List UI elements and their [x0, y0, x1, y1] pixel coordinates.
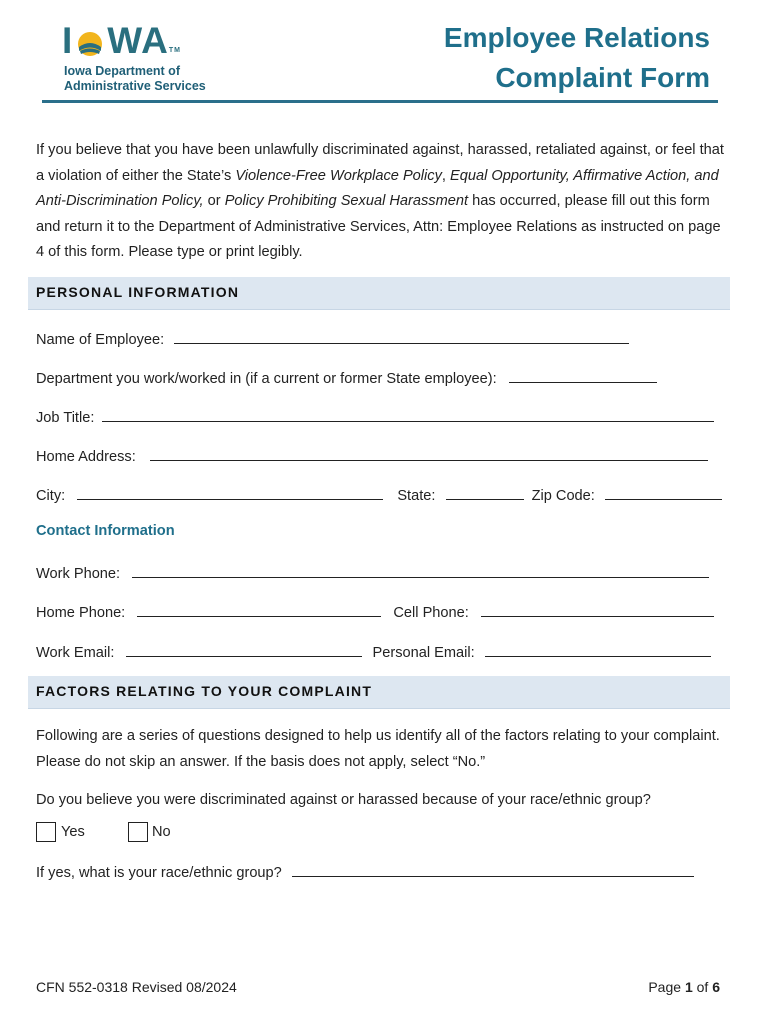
logo-subtitle — [64, 64, 206, 94]
job-title-field[interactable] — [102, 406, 714, 422]
personal-email-label: Personal Email: — [372, 645, 475, 661]
intro-text-2: has occurred, please fill out this form and return it to the Department of Administrative Services, Attn: Employee Relations as instructed on page 4 of this form. Please type or print legibly. — [36, 193, 721, 260]
work-email-field[interactable] — [126, 641, 362, 657]
home-phone-label: Home Phone: — [36, 605, 126, 621]
section-personal-information — [28, 277, 730, 310]
factors-instructions: Following are a series of questions designed to help us identify all of the factors relating to your complaint. Please do not skip an answer. If the basis does not apply, select “No.” — [36, 728, 720, 770]
department-label: Department you work/worked in (if a current or former State employee): — [36, 371, 497, 387]
policy-violence-free: Violence-Free Workplace Policy — [235, 167, 442, 184]
section-factors — [28, 676, 730, 709]
logo-wordmark — [62, 20, 181, 62]
header-divider — [42, 100, 718, 103]
zip-label: Zip Code: — [531, 488, 595, 504]
job-title-label: Job Title: — [36, 410, 95, 426]
cell-phone-label: Cell Phone: — [393, 605, 469, 621]
personal-email-field[interactable] — [485, 641, 711, 657]
logo-letters-wa: WA — [107, 20, 169, 61]
title-line-1: Employee Relations — [443, 22, 710, 53]
race-followup-label: If yes, what is your race/ethnic group? — [36, 865, 282, 881]
work-email-label: Work Email: — [36, 645, 115, 661]
state-field[interactable] — [446, 484, 524, 500]
policy-sexual-harassment: Policy Prohibiting Sexual Harassment — [224, 193, 469, 209]
home-cell-phone-row — [36, 601, 714, 621]
form-title — [444, 18, 710, 98]
name-of-employee-row — [36, 328, 629, 348]
form-number: CFN 552-0318 Revised 08/2024 — [36, 979, 237, 995]
contact-information-heading: Contact Information — [36, 523, 175, 539]
page-prefix: Page — [648, 979, 685, 995]
state-label: State: — [397, 488, 436, 504]
home-address-field[interactable] — [150, 445, 708, 461]
logo-line-1: Iowa Department of — [64, 64, 180, 78]
work-phone-label: Work Phone: — [36, 566, 121, 582]
intro-sep-2: or — [203, 193, 225, 209]
job-title-row — [36, 406, 714, 426]
iowa-das-logo — [62, 20, 262, 100]
no-checkbox[interactable] — [128, 822, 148, 842]
work-phone-row — [36, 562, 709, 582]
name-label: Name of Employee: — [36, 332, 165, 348]
home-address-row — [36, 445, 708, 465]
home-address-label: Home Address: — [36, 449, 136, 465]
page-indicator — [648, 979, 720, 995]
race-followup-row — [36, 861, 694, 881]
page-total: 6 — [712, 979, 720, 995]
city-field[interactable] — [77, 484, 383, 500]
work-phone-field[interactable] — [132, 562, 709, 578]
home-phone-field[interactable] — [137, 601, 381, 617]
intro-text-1: If you believe that you have been unlawfully discriminated against, harassed, retaliated against, or feel that a violation of either the State’s — [36, 142, 724, 184]
title-line-2: Complaint Form — [495, 62, 710, 93]
city-label: City: — [36, 488, 66, 504]
yes-label: Yes — [61, 824, 85, 840]
page-mid: of — [692, 979, 713, 995]
logo-tm: TM — [168, 47, 181, 54]
logo-line-2: Administrative Services — [64, 79, 206, 93]
intro-paragraph — [36, 138, 726, 266]
race-question: Do you believe you were discriminated against or harassed because of your race/ethnic group? — [36, 792, 651, 808]
yes-checkbox[interactable] — [36, 822, 56, 842]
section-heading: FACTORS RELATING TO YOUR COMPLAINT — [36, 683, 373, 699]
cell-phone-field[interactable] — [481, 601, 714, 617]
no-label: No — [152, 824, 171, 840]
intro-sep-1: , — [441, 167, 450, 184]
email-row — [36, 641, 711, 661]
sun-icon — [75, 26, 105, 56]
logo-letter-i: I — [62, 20, 74, 61]
department-row — [36, 367, 657, 387]
department-field[interactable] — [509, 367, 657, 383]
race-ethnic-group-field[interactable] — [292, 861, 694, 877]
city-state-zip-row — [36, 484, 722, 504]
section-heading: PERSONAL INFORMATION — [36, 284, 240, 300]
name-of-employee-field[interactable] — [174, 328, 629, 344]
policy-equal-opportunity: Equal Opportunity, Affirmative Action, and Anti-Discrimination Policy, — [36, 167, 719, 209]
page-current: 1 — [684, 979, 693, 995]
zip-code-field[interactable] — [605, 484, 722, 500]
